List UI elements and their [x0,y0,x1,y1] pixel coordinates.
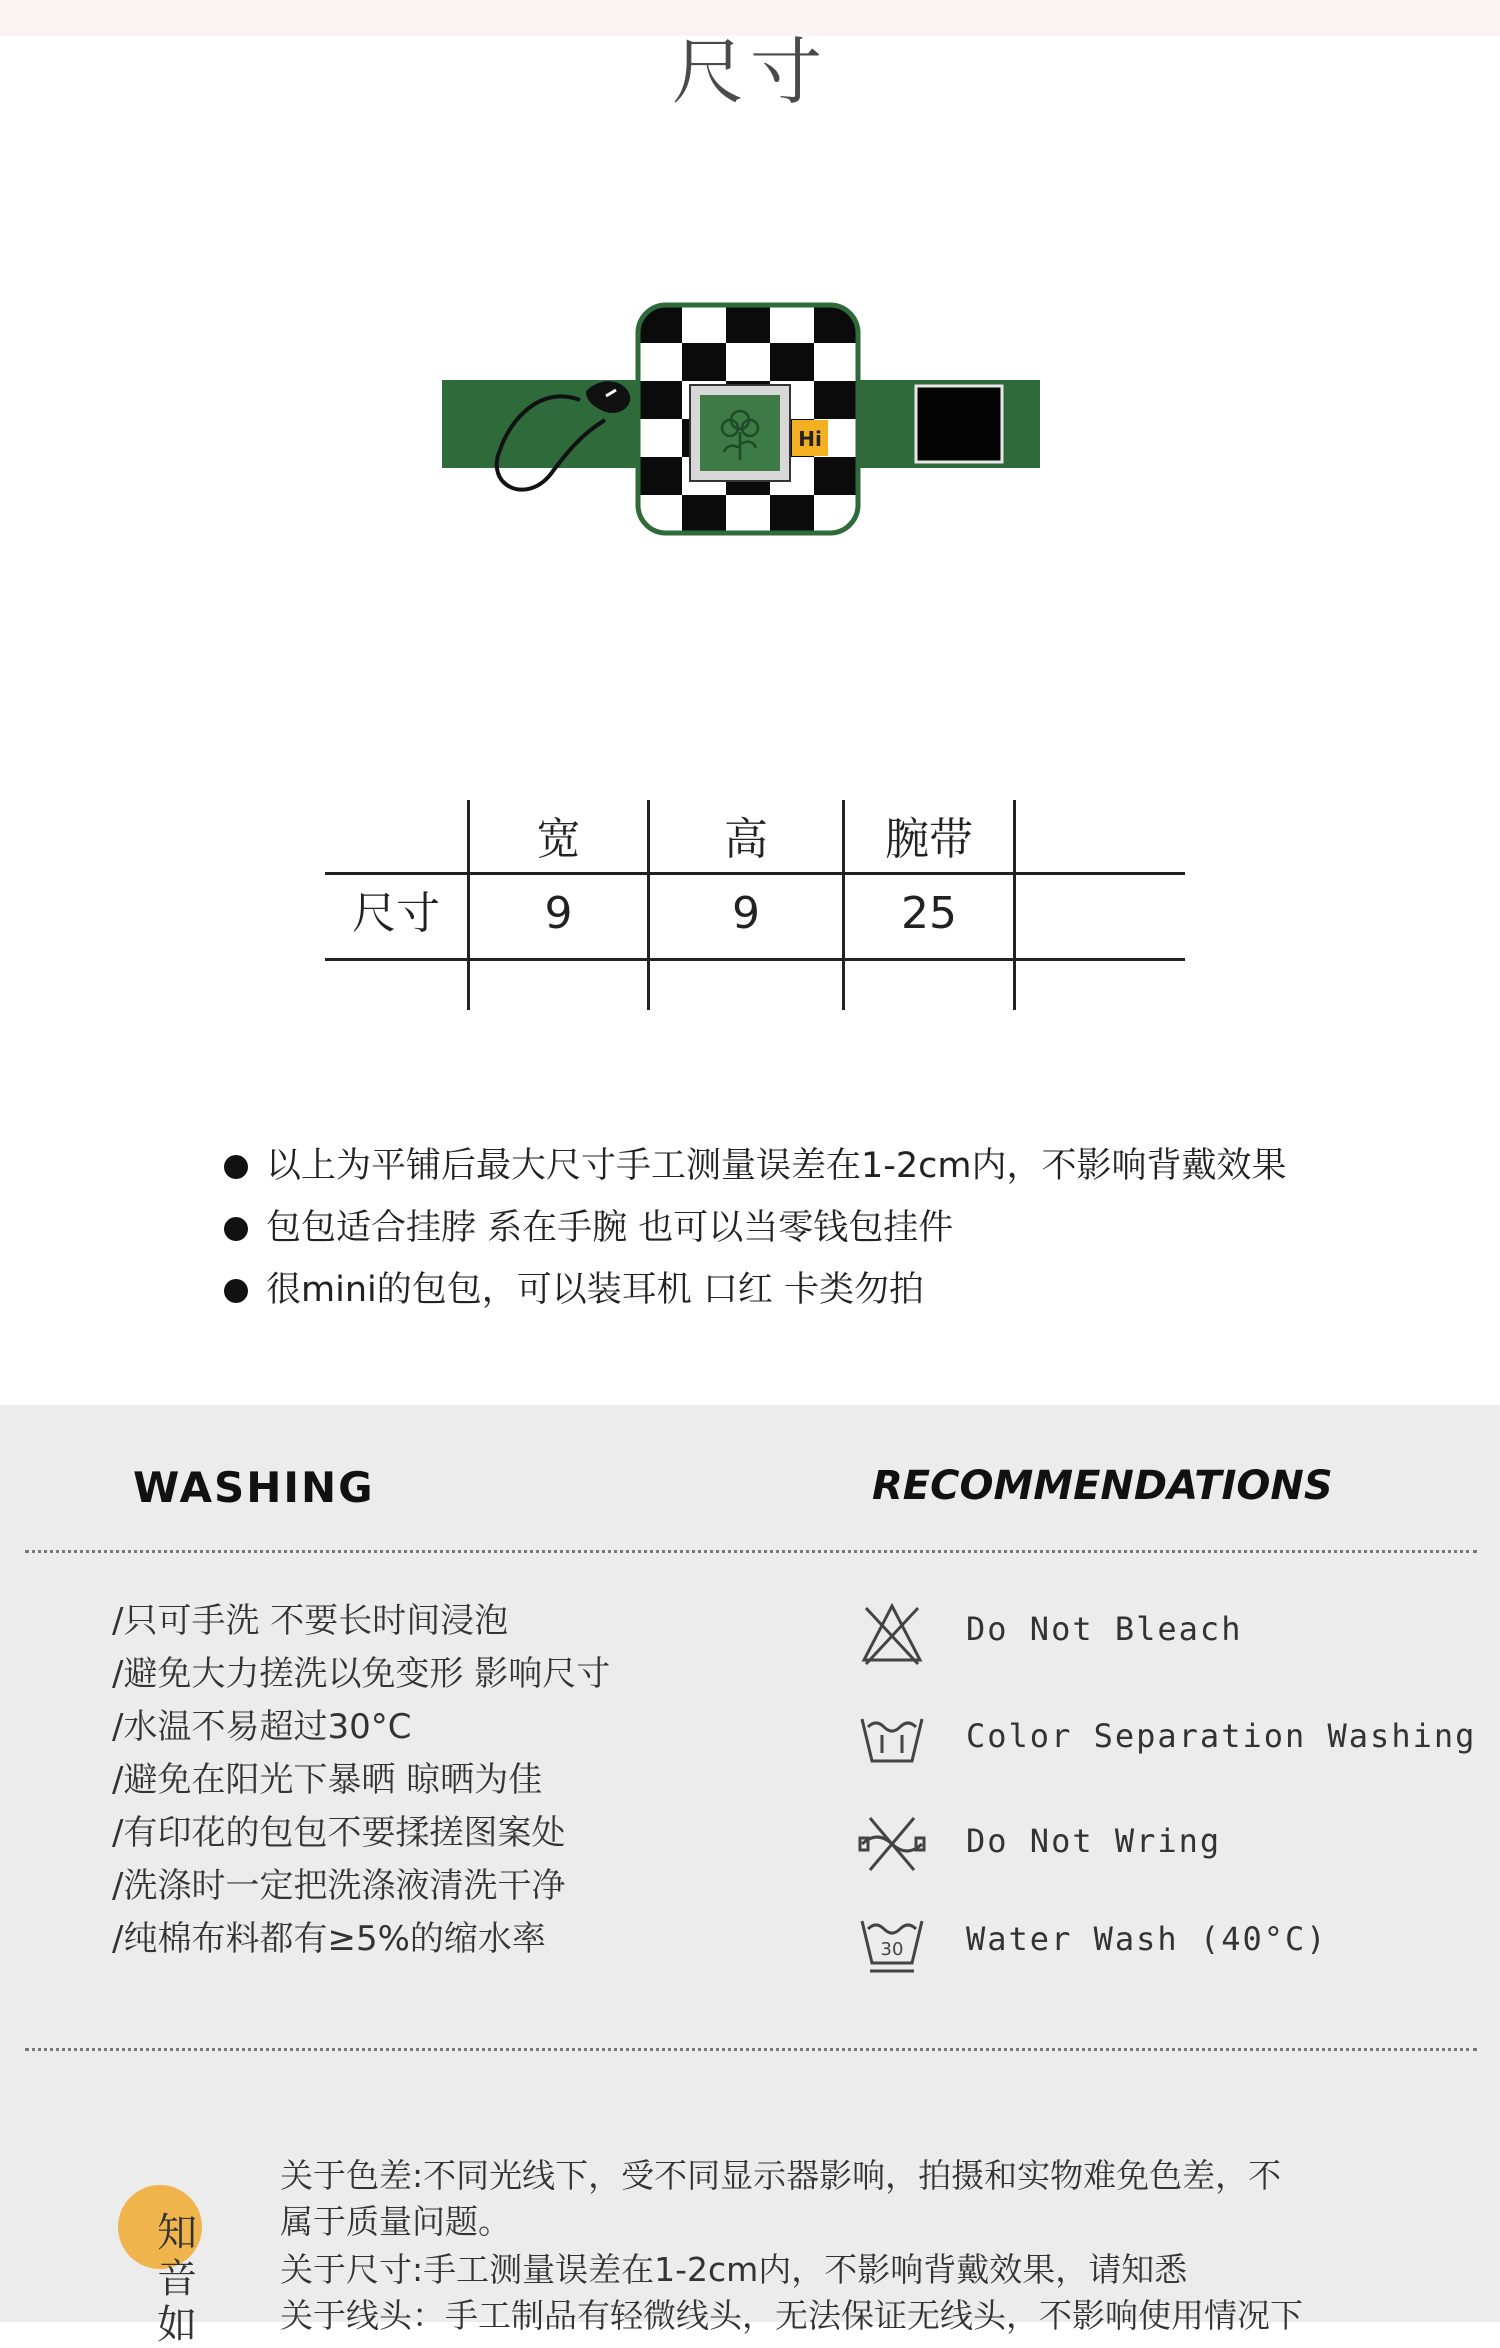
tip-item: /避免在阳光下暴晒 晾晒为佳 [112,1760,543,1800]
no-bleach-icon [858,1600,926,1668]
recommendations-heading: RECOMMENDATIONS [872,1463,1333,1509]
table-header-strap: 腕带 [885,814,973,865]
color-separation-icon [858,1705,926,1773]
tip-item: /避免大力搓洗以免变形 影响尺寸 [112,1654,611,1694]
table-row-label: 尺寸 [352,888,440,939]
disclaimer-line: 属于质量问题。 [280,2202,511,2241]
size-notes [220,1135,1420,1321]
tip-item: /洗涤时一定把洗涤液清洗干净 [112,1866,566,1906]
note-item: 很mini的包包，可以装耳机 口红 卡类勿拍 [220,1259,1420,1321]
wrist-bag-illustration [430,300,1040,540]
washing-heading: WASHING [133,1463,375,1512]
no-wring-label: Do Not Wring [966,1822,1222,1860]
table-value-strap: 25 [901,888,957,939]
strap-velcro-patch [916,386,1002,462]
bullet-icon [224,1217,248,1241]
bullet-icon [224,1279,248,1303]
hi-badge-text: Hi [798,427,822,451]
note-item: 以上为平铺后最大尺寸手工测量误差在1-2cm内，不影响背戴效果 [220,1135,1420,1197]
size-section-title: 尺寸 [671,30,828,114]
table-header-width: 宽 [536,814,581,865]
washing-section [0,1405,1500,2348]
disclaimers [280,2153,1430,2339]
water-wash-temp: 30 [880,1939,904,1960]
dotted-divider [25,2048,1477,2051]
disclaimer-line: 关于色差:不同光线下，受不同显示器影响，拍摄和实物难免色差，不 [280,2156,1282,2195]
table-value-height: 9 [732,888,760,939]
no-wring-icon [858,1810,926,1878]
size-table [325,800,1185,1015]
washing-tips [112,1595,732,1966]
know-label: 知音如 [157,2210,197,2348]
dotted-divider [25,1550,1477,1553]
table-value-width: 9 [544,888,573,939]
bullet-icon [224,1155,248,1179]
table-header-height: 高 [724,814,768,865]
note-item: 包包适合挂脖 系在手腕 也可以当零钱包挂件 [220,1197,1420,1259]
no-bleach-label: Do Not Bleach [966,1610,1243,1648]
tip-item: /有印花的包包不要揉搓图案处 [112,1813,566,1853]
tip-item: /只可手洗 不要长时间浸泡 [112,1601,509,1641]
color-separation-label: Color Separation Washing [966,1717,1477,1755]
disclaimer-line: 关于尺寸:手工测量误差在1-2cm内，不影响背戴效果，请知悉 [280,2250,1188,2289]
tip-item: /水温不易超过30°C [112,1707,412,1747]
tip-item: /纯棉布料都有≥5%的缩水率 [112,1919,546,1959]
water-wash-label: Water Wash (40°C) [966,1920,1328,1958]
water-wash-icon [858,1907,926,1975]
disclaimer-line: 关于线头：手工制品有轻微线头，无法保证无线头，不影响使用情况下 [280,2296,1303,2335]
